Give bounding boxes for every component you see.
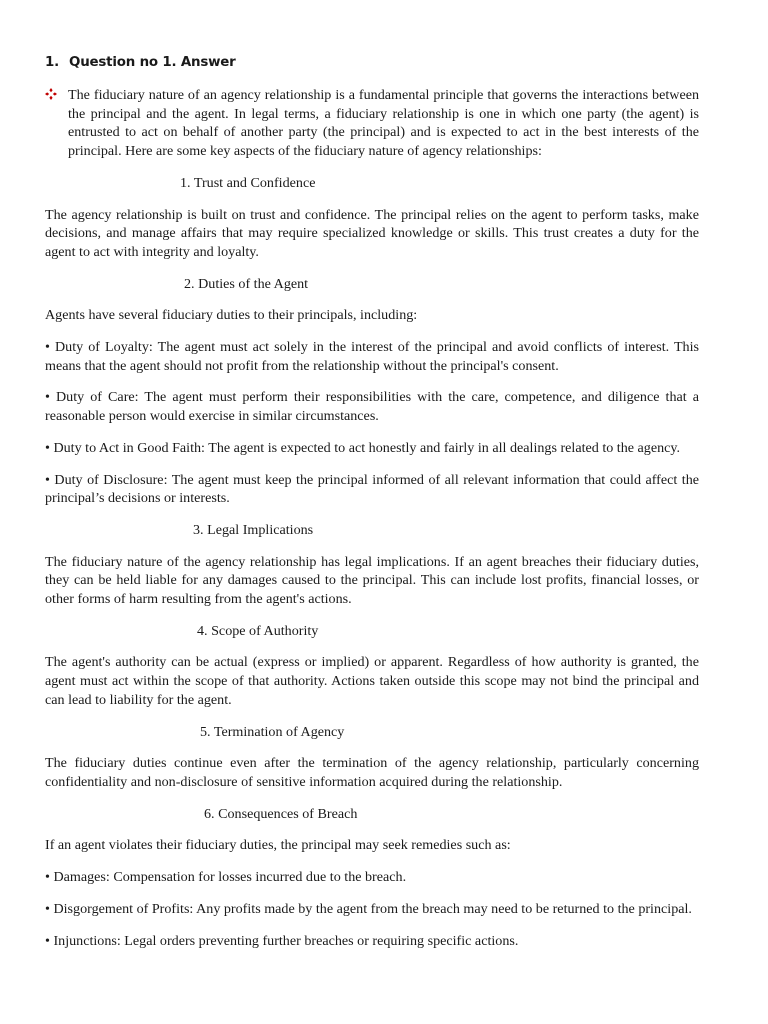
section-title-scope: 4. Scope of Authority — [197, 622, 319, 639]
heading-title: Question no 1. Answer — [69, 55, 236, 70]
section-title-legal: 3. Legal Implications — [193, 521, 314, 538]
section-title-duties: 2. Duties of the Agent — [184, 275, 309, 292]
list-item-duty-care: • Duty of Care: The agent must perform their responsibilities with the care, competence, and diligence that a reasonable person would exercise in similar circumstances. — [45, 389, 699, 425]
list-item-disgorgement: • Disgorgement of Profits: Any profits made by the agent from the breach may need to be returned to the principal. — [45, 900, 692, 917]
paragraph-legal: The fiduciary nature of the agency relationship has legal implications. If an agent breaches their fiduciary duties, they can be held liable for any damages caused to the principal. This can include lost profits, financial losses, or other forms of harm resulting from the agent's actions. — [45, 553, 699, 608]
section-title-trust: 1. Trust and Confidence — [180, 174, 316, 191]
list-item-duty-good-faith: • Duty to Act in Good Faith: The agent is expected to act honestly and fairly in all dealings related to the agency. — [45, 439, 681, 456]
question-heading — [45, 55, 699, 70]
document-page — [45, 55, 699, 950]
paragraph-duties-intro: Agents have several fiduciary duties to their principals, including: — [45, 307, 418, 324]
paragraph-trust: The agency relationship is built on trust and confidence. The principal relies on the agent to perform tasks, make decisions, and manage affairs that may require specialized knowledge or skills. This trust creates a duty for the agent to act with integrity and loyalty. — [45, 206, 699, 260]
list-item-duty-loyalty: • Duty of Loyalty: The agent must act solely in the interest of the principal and avoid conflicts of interest. This means that the agent should not profit from the relationship without the principal's consent. — [45, 339, 699, 374]
paragraph-breach-intro: If an agent violates their fiduciary duties, the principal may seek remedies such as: — [45, 837, 511, 854]
section-title-breach: 6. Consequences of Breach — [204, 805, 358, 822]
diamond-bullet-icon — [45, 88, 57, 100]
paragraph-termination: The fiduciary duties continue even after the termination of the agency relationship, particularly concerning confidentiality and non-disclosure of sensitive information acquired during the relationship. — [45, 755, 699, 790]
heading-number: 1. — [45, 55, 60, 70]
list-item-injunctions: • Injunctions: Legal orders preventing further breaches or requiring specific actions. — [45, 932, 519, 949]
section-title-termination: 5. Termination of Agency — [200, 723, 345, 740]
intro-bullet — [45, 86, 699, 161]
intro-paragraph: The fiduciary nature of an agency relationship is a fundamental principle that governs the interactions between the principal and the agent. In legal terms, a fiduciary relationship is one in which one party (the agent) is entrusted to act on behalf of another party (the principal) and is expected to act in the best interests of the principal. Here are some key aspects of the fiduciary nature of agency relationships: — [68, 87, 699, 160]
list-item-duty-disclosure: • Duty of Disclosure: The agent must keep the principal informed of all relevant information that could affect the principal’s decisions or interests. — [45, 471, 699, 507]
list-item-damages: • Damages: Compensation for losses incurred due to the breach. — [45, 869, 407, 886]
paragraph-scope: The agent's authority can be actual (express or implied) or apparent. Regardless of how authority is granted, the agent must act within the scope of that authority. Actions taken outside this scope may not bind the principal and can lead to liability for the agent. — [45, 654, 699, 708]
